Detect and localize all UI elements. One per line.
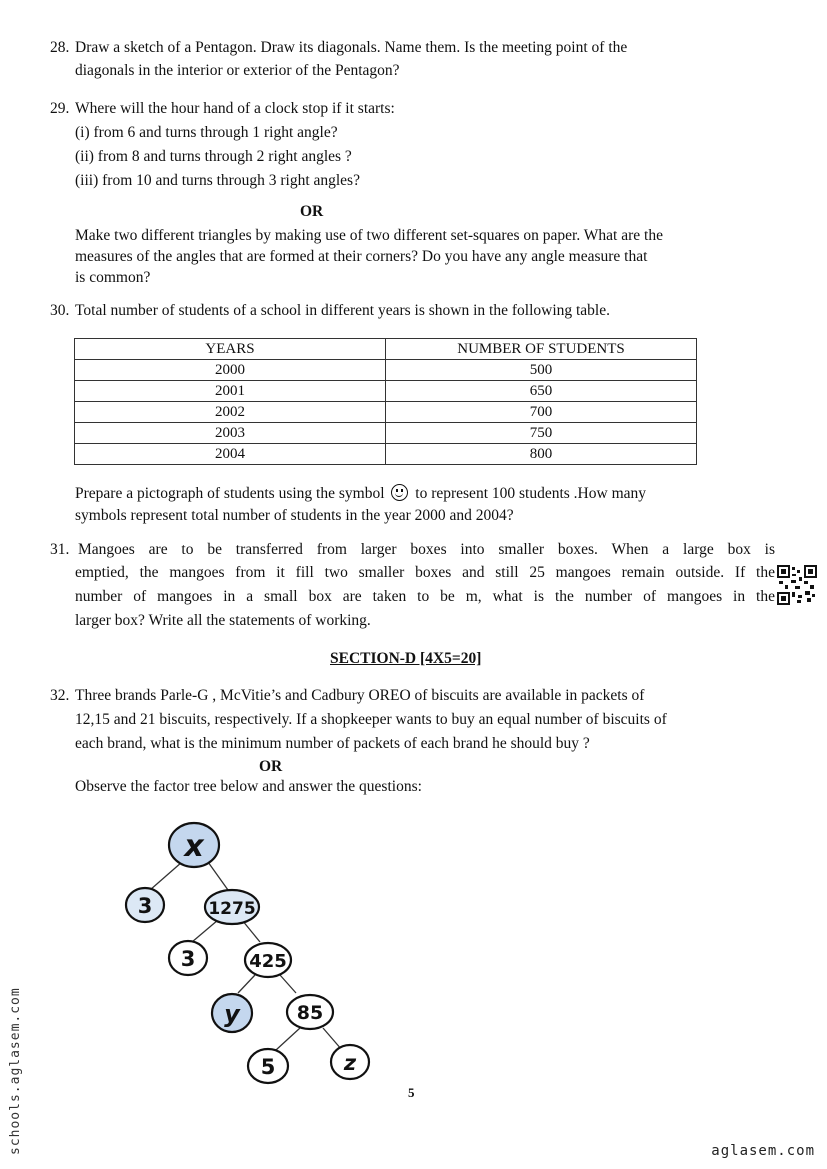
page-number: 5 — [408, 1085, 415, 1100]
tree-node-label: z — [343, 1051, 357, 1075]
table-cell: 2001 — [75, 381, 386, 402]
tree-node-label: 3 — [180, 947, 196, 971]
table-cell: 700 — [386, 402, 697, 423]
table-header-row — [75, 339, 697, 360]
question-text: 12,15 and 21 biscuits, respectively. If a shopkeeper wants to buy an equal number of biscuits of — [75, 711, 667, 728]
question-number: 30. — [50, 302, 70, 319]
qr-code-icon — [777, 565, 817, 605]
question-text: number of mangoes in a small box are taken to be m, what is the number of mangoes in the — [75, 588, 775, 605]
question-number: 29. — [50, 100, 70, 117]
table-cell: 800 — [386, 444, 697, 465]
table-row — [75, 423, 697, 444]
table-row — [75, 360, 697, 381]
table-cell: 2003 — [75, 423, 386, 444]
question-text: emptied, the mangoes from it fill two smaller boxes and still 25 mangoes remain outside. If the — [75, 564, 775, 581]
tree-node-label: y — [224, 1000, 240, 1028]
question-text: larger box? Write all the statements of working. — [75, 612, 371, 629]
or-separator: OR — [300, 203, 324, 220]
tree-node-label: 1275 — [208, 899, 256, 919]
question-option: (i) from 6 and turns through 1 right angle? — [75, 124, 338, 141]
question-option: (iii) from 10 and turns through 3 right angles? — [75, 172, 360, 189]
question-text — [75, 484, 646, 504]
tree-node-label: 5 — [260, 1055, 276, 1079]
factor-tree-diagram — [110, 810, 380, 1090]
question-number: 28. — [50, 39, 70, 56]
side-watermark: schools.aglasem.com — [8, 987, 23, 1155]
table-header: NUMBER OF STUDENTS — [386, 339, 697, 360]
tree-node-label: 425 — [249, 951, 287, 972]
question-text: diagonals in the interior or exterior of the Pentagon? — [75, 62, 400, 79]
students-table — [74, 338, 697, 465]
table-cell: 2002 — [75, 402, 386, 423]
question-text: Total number of students of a school in different years is shown in the following table. — [75, 302, 610, 319]
question-text: Where will the hour hand of a clock stop if it starts: — [75, 100, 395, 117]
question-text: Draw a sketch of a Pentagon. Draw its diagonals. Name them. Is the meeting point of the — [75, 39, 628, 56]
question-text: Make two different triangles by making use of two different set-squares on paper. What are the — [75, 227, 663, 244]
tree-node-label: x — [184, 829, 204, 864]
table-row — [75, 402, 697, 423]
question-text: symbols represent total number of students in the year 2000 and 2004? — [75, 507, 514, 524]
question-text: Observe the factor tree below and answer the questions: — [75, 778, 422, 795]
bottom-watermark: aglasem.com — [711, 1143, 815, 1159]
or-separator: OR — [259, 758, 283, 775]
table-cell: 500 — [386, 360, 697, 381]
smiley-icon — [391, 484, 408, 501]
table-row — [75, 381, 697, 402]
question-text: Three brands Parle-G , McVitie’s and Cadbury OREO of biscuits are available in packets of — [75, 687, 645, 704]
table-cell: 750 — [386, 423, 697, 444]
table-header: YEARS — [75, 339, 386, 360]
tree-node-label: 3 — [137, 894, 153, 918]
question-text: is common? — [75, 269, 151, 286]
section-heading: SECTION-D [4X5=20] — [330, 650, 482, 667]
table-cell: 2004 — [75, 444, 386, 465]
tree-node-label: 85 — [296, 1002, 324, 1024]
question-option: (ii) from 8 and turns through 2 right angles ? — [75, 148, 352, 165]
question-text: measures of the angles that are formed at their corners? Do you have any angle measure that — [75, 248, 648, 265]
table-cell: 650 — [386, 381, 697, 402]
question-number: 32. — [50, 687, 70, 704]
question-text: Mangoes are to be transferred from larger boxes into smaller boxes. When a large box is — [78, 541, 775, 558]
table-row — [75, 444, 697, 465]
question-text-part: to represent 100 students .How many — [415, 485, 647, 502]
question-number: 31. — [50, 541, 70, 558]
table-cell: 2000 — [75, 360, 386, 381]
question-text: each brand, what is the minimum number of packets of each brand he should buy ? — [75, 735, 590, 752]
question-text-part: Prepare a pictograph of students using the symbol — [75, 485, 385, 502]
